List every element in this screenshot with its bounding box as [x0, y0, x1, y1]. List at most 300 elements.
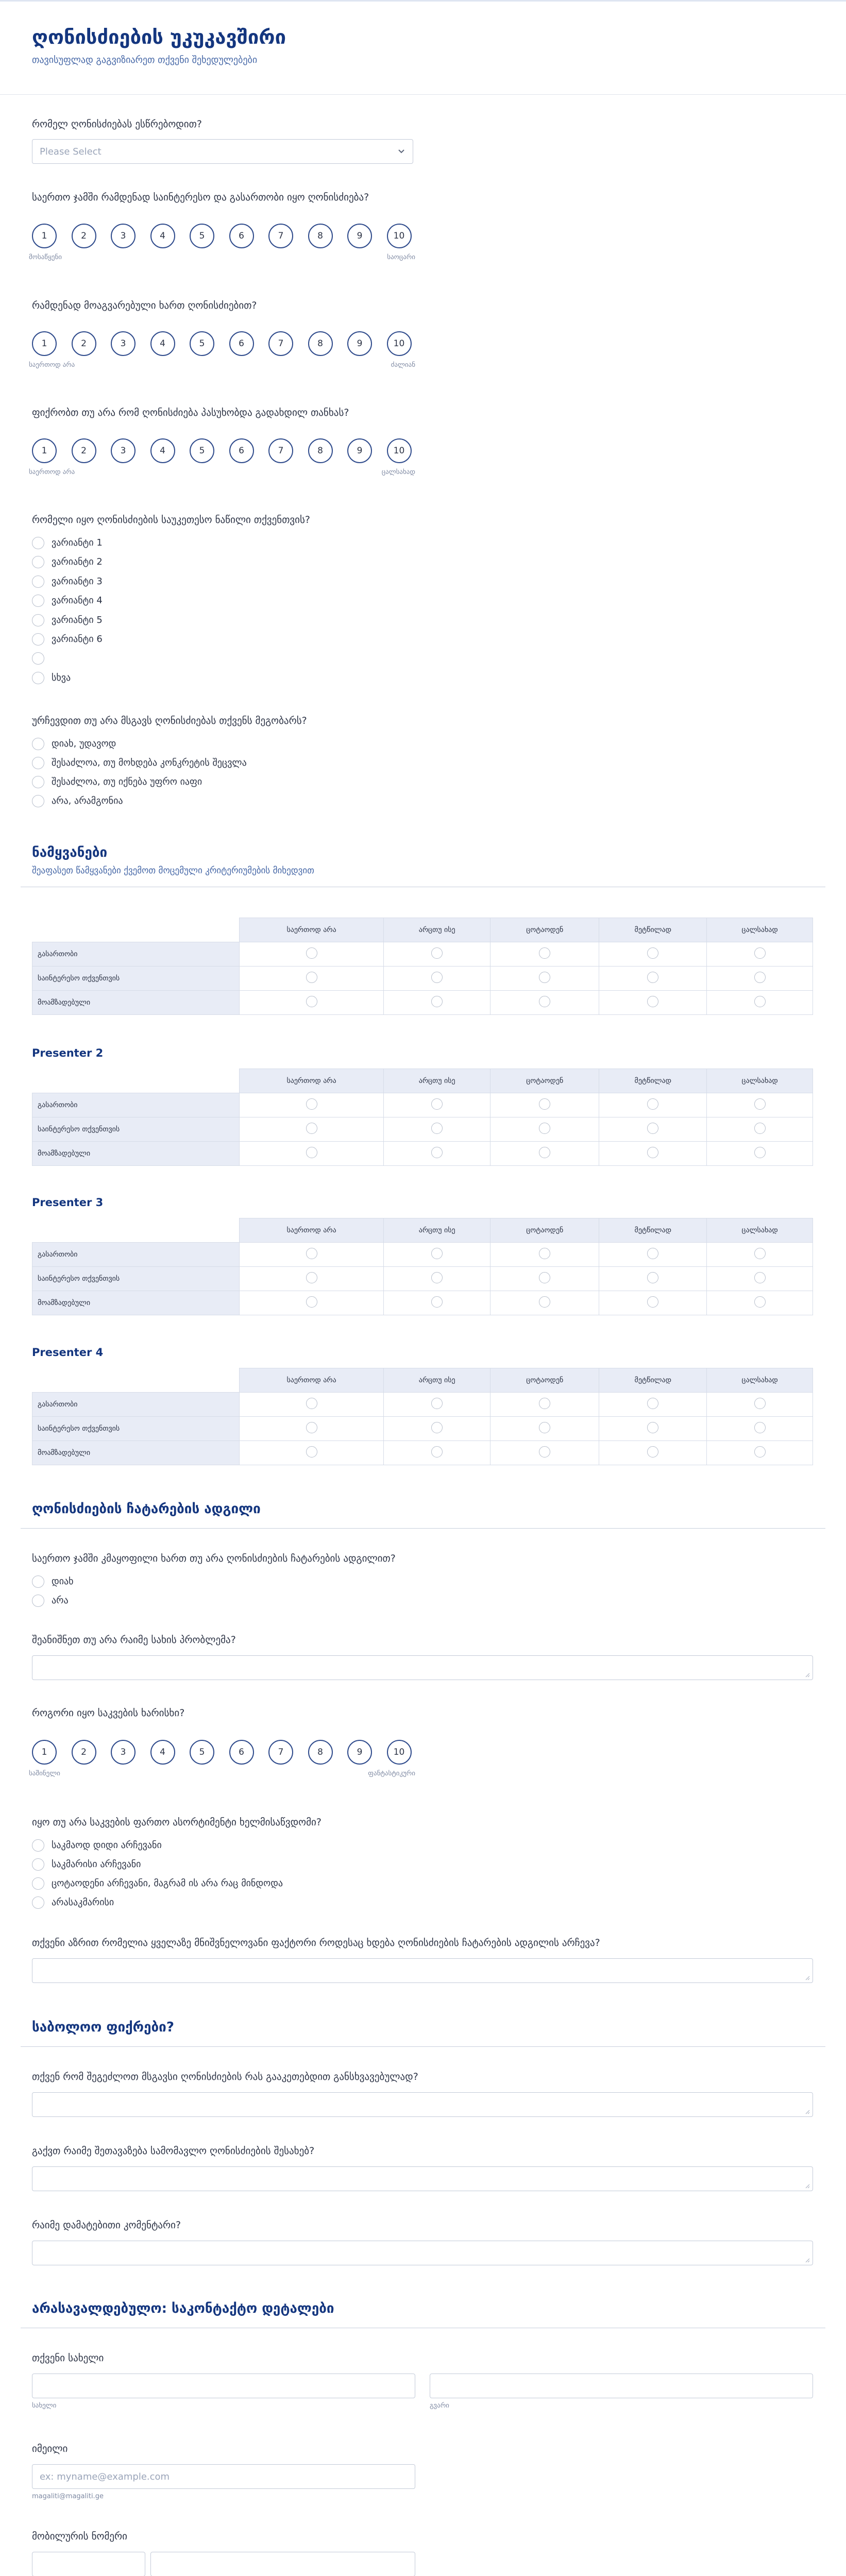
radio-button[interactable]	[32, 537, 44, 549]
matrix-radio-button[interactable]	[431, 947, 443, 959]
matrix-radio-button[interactable]	[754, 996, 766, 1007]
radio-button[interactable]	[32, 556, 44, 568]
food-quality-scale	[29, 1740, 415, 1776]
matrix-cell	[384, 967, 490, 991]
matrix-radio-button[interactable]	[431, 1123, 443, 1134]
section-divider	[21, 2046, 825, 2047]
radio-option-label: ვარიანტი 2	[52, 556, 103, 568]
event-select[interactable]	[32, 139, 413, 164]
matrix-cell	[599, 1441, 707, 1465]
radio-button[interactable]	[32, 633, 44, 646]
matrix-cell	[707, 1417, 813, 1441]
matrix-cell	[707, 1441, 813, 1465]
rating-option-3[interactable]: 3	[111, 438, 136, 463]
form-header	[0, 0, 846, 95]
radio-option-label: არასაკმარისი	[52, 1897, 114, 1908]
matrix-column-header: მეტწილად	[599, 1069, 707, 1093]
radio-button[interactable]	[32, 1575, 44, 1588]
matrix-cell	[707, 1393, 813, 1417]
matrix-radio-button[interactable]	[754, 1248, 766, 1259]
matrix-radio-button[interactable]	[754, 1123, 766, 1134]
matrix-cell	[707, 1243, 813, 1267]
matrix-radio-button[interactable]	[539, 1422, 550, 1433]
resize-grip-icon	[805, 2183, 810, 2189]
radio-button[interactable]	[32, 614, 44, 626]
matrix-column-header: არცთუ ისე	[384, 1069, 490, 1093]
radio-option-label: ვარიანტი 1	[52, 537, 103, 548]
radio-button[interactable]	[32, 1858, 44, 1871]
overall-enjoyment-scale	[29, 224, 415, 260]
matrix-radio-button[interactable]	[306, 947, 317, 959]
matrix-radio-button[interactable]	[306, 1098, 317, 1110]
matrix-column-header: ცალსახად	[707, 1368, 813, 1393]
matrix-row	[32, 1093, 813, 1117]
presenter-name: Presenter 4	[32, 1346, 104, 1359]
phone-area-code-input[interactable]	[32, 2552, 145, 2576]
matrix-radio-button[interactable]	[647, 1296, 658, 1308]
matrix-cell	[707, 1291, 813, 1315]
matrix-cell	[599, 991, 707, 1015]
matrix-radio-button[interactable]	[647, 1248, 658, 1259]
rating-option-1[interactable]: 1	[32, 1740, 57, 1765]
matrix-cell	[490, 1393, 599, 1417]
rating-option-2[interactable]: 2	[72, 224, 96, 248]
rating-option-6[interactable]: 6	[229, 224, 254, 248]
value-for-money-scale	[29, 438, 415, 474]
matrix-radio-button[interactable]	[431, 1446, 443, 1458]
last-name-sublabel: გვარი	[430, 2402, 449, 2410]
matrix-row-label: გასართობი	[32, 1093, 240, 1117]
matrix-cell	[384, 1291, 490, 1315]
matrix-radio-button[interactable]	[306, 1422, 317, 1433]
matrix-radio-button[interactable]	[306, 1272, 317, 1283]
matrix-radio-button[interactable]	[431, 972, 443, 983]
matrix-column-header: ცოტაოდენ	[490, 1218, 599, 1243]
matrix-cell	[599, 1117, 707, 1142]
matrix-cell	[384, 1142, 490, 1166]
radio-option-label: ვარიანტი 5	[52, 614, 103, 625]
matrix-column-header: საერთოდ არა	[240, 1368, 384, 1393]
rating-option-2[interactable]: 2	[72, 438, 96, 463]
rating-option-9[interactable]: 9	[347, 224, 372, 248]
matrix-cell	[490, 1243, 599, 1267]
matrix-radio-button[interactable]	[306, 1147, 317, 1158]
matrix-row-label: მოამზადებული	[32, 1441, 240, 1465]
matrix-radio-button[interactable]	[306, 1446, 317, 1458]
venue-section-title: ღონისძიების ჩატარების ადგილი	[32, 1501, 261, 1517]
scale-max-label: ფანტასტიკური	[368, 1770, 415, 1777]
rating-option-10[interactable]: 10	[387, 438, 412, 463]
presenter-name: Presenter 2	[32, 1047, 104, 1059]
matrix-radio-button[interactable]	[431, 1422, 443, 1433]
matrix-row-label: საინტერესო თქვენთვის	[32, 1417, 240, 1441]
matrix-corner	[32, 1069, 240, 1093]
matrix-cell	[707, 1117, 813, 1142]
matrix-cell	[384, 1417, 490, 1441]
matrix-cell	[599, 967, 707, 991]
form-subtitle: თავისუფლად გაგვიზიარეთ თქვენი შეხედულებები	[32, 55, 258, 65]
presenter-rating-matrix	[32, 1069, 813, 1166]
matrix-cell	[384, 1243, 490, 1267]
radio-option-label: ვარიანტი 6	[52, 634, 103, 645]
matrix-cell	[490, 967, 599, 991]
matrix-corner	[32, 918, 240, 942]
matrix-column-header: არცთუ ისე	[384, 918, 490, 942]
matrix-row-label: საინტერესო თქვენთვის	[32, 1267, 240, 1291]
radio-option-label: შესაძლოა, თუ იქნება უფრო იაფი	[52, 776, 202, 787]
radio-button[interactable]	[32, 738, 44, 750]
matrix-radio-button[interactable]	[539, 1098, 550, 1110]
matrix-radio-button[interactable]	[647, 1422, 658, 1433]
matrix-cell	[599, 1417, 707, 1441]
matrix-row-label: მოამზადებული	[32, 991, 240, 1015]
matrix-radio-button[interactable]	[539, 1248, 550, 1259]
scale-max-label: ძალიან	[391, 361, 415, 369]
matrix-radio-button[interactable]	[431, 1398, 443, 1409]
matrix-column-header: მეტწილად	[599, 1218, 707, 1243]
rating-option-3[interactable]: 3	[111, 224, 136, 248]
food-variety-label: იყო თუ არა საკვების ფართო ასორტიმენტი ხელმისაწვდომი?	[32, 1817, 322, 1828]
matrix-radio-button[interactable]	[754, 1398, 766, 1409]
matrix-radio-button[interactable]	[539, 1446, 550, 1458]
rating-option-6[interactable]: 6	[229, 438, 254, 463]
rating-option-7[interactable]: 7	[268, 438, 293, 463]
matrix-cell	[384, 991, 490, 1015]
matrix-cell	[240, 1417, 384, 1441]
matrix-column-header: ცოტაოდენ	[490, 1368, 599, 1393]
matrix-column-header: ცოტაოდენ	[490, 1069, 599, 1093]
rating-option-7[interactable]: 7	[268, 331, 293, 356]
matrix-row	[32, 967, 813, 991]
matrix-cell	[490, 1117, 599, 1142]
email-input[interactable]	[32, 2464, 415, 2489]
rating-option-5[interactable]: 5	[190, 224, 214, 248]
first-name-sublabel: სახელი	[32, 2402, 57, 2410]
matrix-corner	[32, 1368, 240, 1393]
rating-option-8[interactable]: 8	[308, 1740, 333, 1765]
matrix-cell	[490, 942, 599, 967]
rating-option-2[interactable]: 2	[72, 331, 96, 356]
event-select-placeholder: Please Select	[40, 146, 101, 157]
matrix-radio-button[interactable]	[431, 1147, 443, 1158]
matrix-row	[32, 1243, 813, 1267]
venue-problem-label: შეანიშნეთ თუ არა რაიმე სახის პრობლემა?	[32, 1634, 236, 1646]
matrix-cell	[384, 942, 490, 967]
matrix-radio-button[interactable]	[306, 1398, 317, 1409]
matrix-cell	[707, 1093, 813, 1117]
matrix-cell	[240, 1267, 384, 1291]
scale-min-label: საერთოდ არა	[29, 468, 75, 476]
radio-button[interactable]	[32, 595, 44, 607]
matrix-row	[32, 1393, 813, 1417]
radio-button[interactable]	[32, 1877, 44, 1890]
rating-option-8[interactable]: 8	[308, 438, 333, 463]
radio-button[interactable]	[32, 795, 44, 807]
matrix-row	[32, 1267, 813, 1291]
matrix-cell	[490, 1142, 599, 1166]
matrix-cell	[490, 991, 599, 1015]
rating-option-9[interactable]: 9	[347, 1740, 372, 1765]
matrix-radio-button[interactable]	[754, 1147, 766, 1158]
rating-option-10[interactable]: 10	[387, 331, 412, 356]
matrix-cell	[599, 1291, 707, 1315]
rating-option-1[interactable]: 1	[32, 438, 57, 463]
matrix-radio-button[interactable]	[539, 1147, 550, 1158]
venue-factor-textarea[interactable]	[32, 1958, 813, 1983]
matrix-cell	[707, 942, 813, 967]
matrix-column-header: ცალსახად	[707, 918, 813, 942]
radio-option-label: შესაძლოა, თუ მოხდება კონკრეტის შეცვლა	[52, 757, 247, 768]
rating-option-5[interactable]: 5	[190, 331, 214, 356]
matrix-cell	[490, 1267, 599, 1291]
section-divider	[21, 1528, 825, 1529]
matrix-row	[32, 1291, 813, 1315]
radio-option-label: სხვა	[52, 672, 71, 683]
matrix-cell	[384, 1393, 490, 1417]
radio-button[interactable]	[32, 1595, 44, 1607]
matrix-column-header: საერთოდ არა	[240, 1069, 384, 1093]
matrix-cell	[599, 1093, 707, 1117]
matrix-radio-button[interactable]	[754, 972, 766, 983]
matrix-radio-button[interactable]	[647, 1398, 658, 1409]
matrix-row	[32, 942, 813, 967]
matrix-row-label: მოამზადებული	[32, 1142, 240, 1166]
matrix-column-header: მეტწილად	[599, 1368, 707, 1393]
scale-min-label: მოსაწყენი	[29, 253, 62, 261]
matrix-radio-button[interactable]	[647, 1272, 658, 1283]
rating-option-4[interactable]: 4	[150, 331, 175, 356]
first-name-input[interactable]	[32, 2374, 415, 2398]
event-select-label: რომელ ღონისძიებას ესწრებოდით?	[32, 118, 202, 130]
matrix-radio-button[interactable]	[754, 1296, 766, 1308]
radio-button[interactable]	[32, 757, 44, 769]
matrix-radio-button[interactable]	[306, 1123, 317, 1134]
radio-option-label: ვარიანტი 4	[52, 595, 103, 606]
matrix-cell	[240, 1093, 384, 1117]
suggestions-label: გაქვთ რაიმე შეთავაზება სამომავლო ღონისძიების შესახებ?	[32, 2145, 315, 2157]
matrix-radio-button[interactable]	[431, 1248, 443, 1259]
matrix-cell	[599, 1142, 707, 1166]
radio-option-label: დიახ	[52, 1576, 74, 1587]
matrix-radio-button[interactable]	[647, 972, 658, 983]
form-title: ღონისძიების უკუკავშირი	[32, 26, 286, 48]
scale-max-label: საოცარი	[387, 253, 415, 261]
matrix-cell	[599, 1267, 707, 1291]
radio-option-label: არა, არამგონია	[52, 795, 123, 806]
matrix-row-label: საინტერესო თქვენთვის	[32, 1117, 240, 1142]
matrix-cell	[240, 1291, 384, 1315]
scale-min-label: საშინელი	[29, 1770, 60, 1777]
rating-option-1[interactable]: 1	[32, 224, 57, 248]
matrix-column-header: ცალსახად	[707, 1069, 813, 1093]
matrix-radio-button[interactable]	[539, 1398, 550, 1409]
contact-section-title: არასავალდებულო: საკონტაქტო დეტალები	[32, 2301, 334, 2316]
matrix-cell	[240, 991, 384, 1015]
matrix-radio-button[interactable]	[431, 1296, 443, 1308]
matrix-radio-button[interactable]	[431, 996, 443, 1007]
radio-option-label: ცოტაოდენი არჩევანი, მაგრამ ის არა რაც მინდოდა	[52, 1878, 283, 1889]
radio-button[interactable]	[32, 672, 44, 684]
matrix-radio-button[interactable]	[754, 1272, 766, 1283]
matrix-column-header: საერთოდ არა	[240, 918, 384, 942]
resize-grip-icon	[805, 1672, 810, 1677]
matrix-radio-button[interactable]	[754, 1422, 766, 1433]
do-differently-label: თქვენ რომ შეგეძლოთ მსგავსი ღონისძიების რას გააკეთებდით განსხვავებულად?	[32, 2071, 418, 2082]
best-part-label: რომელი იყო ღონისძიების საუკეთესო ნაწილი თქვენთვის?	[32, 514, 311, 526]
overall-enjoyment-label: საერთო ჯამში რამდენად საინტერესო და გასართობი იყო ღონისძიება?	[32, 192, 369, 203]
matrix-radio-button[interactable]	[647, 1123, 658, 1134]
matrix-cell	[240, 967, 384, 991]
matrix-radio-button[interactable]	[539, 1272, 550, 1283]
matrix-radio-button[interactable]	[754, 1098, 766, 1110]
rating-option-10[interactable]: 10	[387, 1740, 412, 1765]
radio-button[interactable]	[32, 575, 44, 588]
rating-option-5[interactable]: 5	[190, 1740, 214, 1765]
matrix-row-label: გასართობი	[32, 1243, 240, 1267]
matrix-cell	[384, 1117, 490, 1142]
rating-option-2[interactable]: 2	[72, 1740, 96, 1765]
rating-option-7[interactable]: 7	[268, 224, 293, 248]
radio-option-label: არა	[52, 1595, 69, 1606]
matrix-column-header: მეტწილად	[599, 918, 707, 942]
matrix-row	[32, 1441, 813, 1465]
email-placeholder: ex: myname@example.com	[40, 2471, 170, 2482]
speakers-section-subtitle: შეაფასეთ წამყვანები ქვემოთ მოცემული კრიტერიუმების მიხედვით	[32, 866, 314, 876]
phone-number-input[interactable]	[150, 2552, 415, 2576]
matrix-cell	[599, 1243, 707, 1267]
matrix-row-label: გასართობი	[32, 942, 240, 967]
matrix-radio-button[interactable]	[539, 1296, 550, 1308]
matrix-cell	[384, 1267, 490, 1291]
matrix-cell	[384, 1093, 490, 1117]
matrix-column-header: საერთოდ არა	[240, 1218, 384, 1243]
matrix-cell	[240, 1117, 384, 1142]
radio-button[interactable]	[32, 1839, 44, 1852]
rating-option-3[interactable]: 3	[111, 1740, 136, 1765]
matrix-cell	[240, 942, 384, 967]
matrix-radio-button[interactable]	[431, 1272, 443, 1283]
matrix-cell	[707, 967, 813, 991]
radio-button[interactable]	[32, 652, 44, 665]
speakers-section-title: ნამყვანები	[32, 845, 108, 860]
matrix-corner	[32, 1218, 240, 1243]
matrix-radio-button[interactable]	[539, 996, 550, 1007]
scale-max-label: ცალსახად	[381, 468, 415, 476]
matrix-row	[32, 1142, 813, 1166]
rating-option-5[interactable]: 5	[190, 438, 214, 463]
matrix-radio-button[interactable]	[539, 972, 550, 983]
radio-option-label: დიახ, უდავოდ	[52, 738, 116, 749]
matrix-cell	[240, 1441, 384, 1465]
comments-textarea[interactable]	[32, 2241, 813, 2265]
chevron-down-icon	[397, 147, 405, 155]
matrix-radio-button[interactable]	[647, 947, 658, 959]
radio-option-label: ვარიანტი 3	[52, 575, 103, 587]
resize-grip-icon	[805, 2109, 810, 2114]
matrix-radio-button[interactable]	[539, 1123, 550, 1134]
rating-option-1[interactable]: 1	[32, 331, 57, 356]
suggestions-textarea[interactable]	[32, 2166, 813, 2191]
rating-option-4[interactable]: 4	[150, 224, 175, 248]
matrix-radio-button[interactable]	[647, 1446, 658, 1458]
matrix-radio-button[interactable]	[539, 947, 550, 959]
matrix-column-header: ცოტაოდენ	[490, 918, 599, 942]
satisfaction-label: რამდენად მოაგვარებული ხართ ღონისძიებით?	[32, 300, 257, 311]
matrix-cell	[599, 1393, 707, 1417]
matrix-radio-button[interactable]	[431, 1098, 443, 1110]
matrix-cell	[490, 1441, 599, 1465]
rating-option-6[interactable]: 6	[229, 1740, 254, 1765]
satisfaction-scale	[29, 331, 415, 367]
do-differently-textarea[interactable]	[32, 2092, 813, 2117]
matrix-radio-button[interactable]	[754, 947, 766, 959]
matrix-radio-button[interactable]	[306, 1248, 317, 1259]
rating-option-8[interactable]: 8	[308, 331, 333, 356]
matrix-radio-button[interactable]	[306, 996, 317, 1007]
matrix-cell	[707, 1267, 813, 1291]
phone-label: მობილურის ნომერი	[32, 2531, 127, 2542]
matrix-cell	[240, 1393, 384, 1417]
matrix-column-header: არცთუ ისე	[384, 1368, 490, 1393]
matrix-row	[32, 1117, 813, 1142]
radio-button[interactable]	[32, 776, 44, 788]
matrix-radio-button[interactable]	[306, 972, 317, 983]
matrix-row-label: საინტერესო თქვენთვის	[32, 967, 240, 991]
radio-button[interactable]	[32, 1896, 44, 1909]
email-sublabel: magaliti@magaliti.ge	[32, 2493, 104, 2500]
matrix-radio-button[interactable]	[647, 996, 658, 1007]
rating-option-4[interactable]: 4	[150, 438, 175, 463]
matrix-cell	[240, 1243, 384, 1267]
presenter-rating-matrix	[32, 1218, 813, 1315]
rating-option-10[interactable]: 10	[387, 224, 412, 248]
matrix-radio-button[interactable]	[754, 1446, 766, 1458]
matrix-column-header: არცთუ ისე	[384, 1218, 490, 1243]
full-name-label: თქვენი სახელი	[32, 2352, 104, 2364]
value-for-money-label: ფიქრობთ თუ არა რომ ღონისძიება პასუხობდა გადახდილ თანხას?	[32, 407, 349, 418]
matrix-cell	[490, 1291, 599, 1315]
recommend-label: ურჩევდით თუ არა მსგავს ღონისძიებას თქვენს მეგობარს?	[32, 715, 307, 726]
matrix-cell	[490, 1417, 599, 1441]
rating-option-9[interactable]: 9	[347, 331, 372, 356]
resize-grip-icon	[805, 2258, 810, 2263]
matrix-radio-button[interactable]	[306, 1296, 317, 1308]
matrix-row-label: მოამზადებული	[32, 1291, 240, 1315]
rating-option-6[interactable]: 6	[229, 331, 254, 356]
rating-option-4[interactable]: 4	[150, 1740, 175, 1765]
radio-option-label: საკმარისი არჩევანი	[52, 1859, 141, 1870]
venue-problem-textarea[interactable]	[32, 1655, 813, 1680]
matrix-row	[32, 991, 813, 1015]
resize-grip-icon	[805, 1975, 810, 1980]
matrix-cell	[240, 1142, 384, 1166]
rating-option-7[interactable]: 7	[268, 1740, 293, 1765]
matrix-cell	[490, 1093, 599, 1117]
matrix-column-header: ცალსახად	[707, 1218, 813, 1243]
rating-option-3[interactable]: 3	[111, 331, 136, 356]
matrix-row-label: გასართობი	[32, 1393, 240, 1417]
rating-option-8[interactable]: 8	[308, 224, 333, 248]
matrix-cell	[599, 942, 707, 967]
matrix-radio-button[interactable]	[647, 1098, 658, 1110]
matrix-cell	[707, 991, 813, 1015]
scale-min-label: საერთოდ არა	[29, 361, 75, 369]
final-section-title: საბოლოო ფიქრები?	[32, 2020, 174, 2035]
rating-option-9[interactable]: 9	[347, 438, 372, 463]
venue-satisfied-label: საერთო ჯამში კმაყოფილი ხართ თუ არა ღონისძიების ჩატარების ადგილით?	[32, 1553, 396, 1564]
matrix-radio-button[interactable]	[647, 1147, 658, 1158]
last-name-input[interactable]	[430, 2374, 813, 2398]
